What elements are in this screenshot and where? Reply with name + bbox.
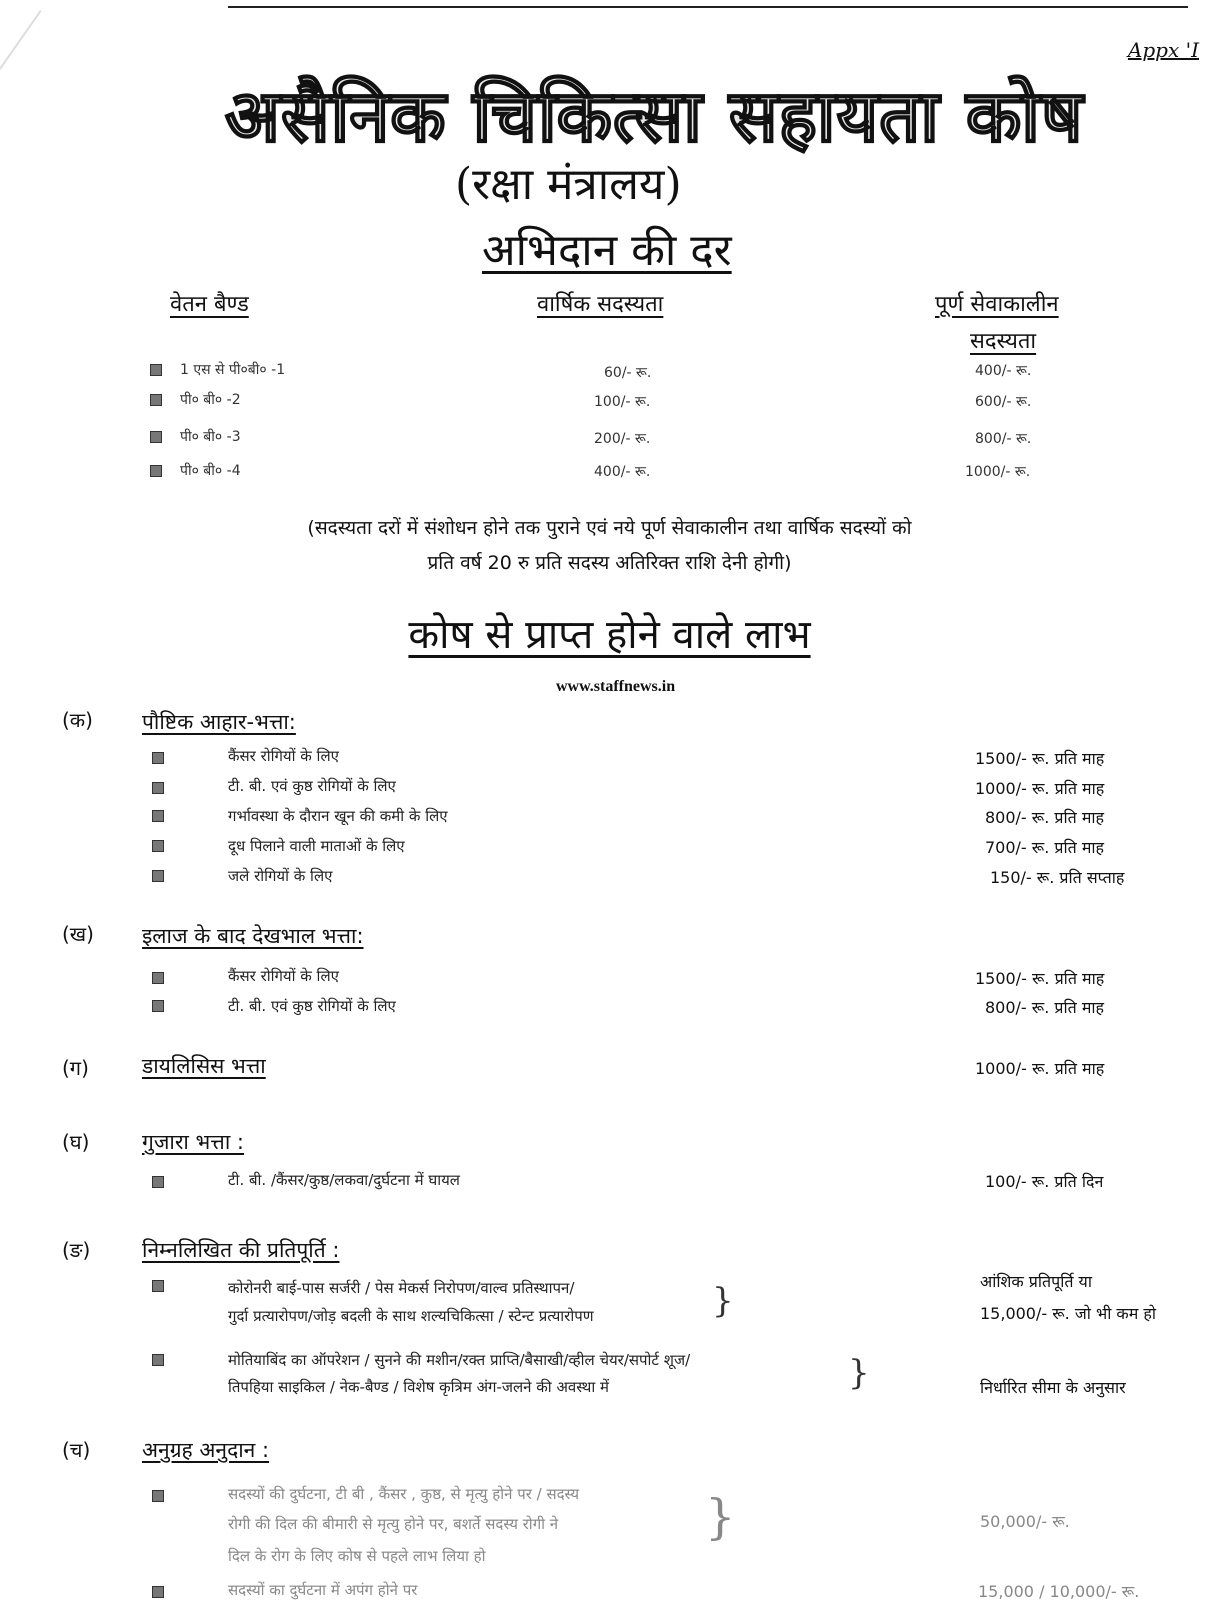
header-lifetime-2: सदस्यता <box>970 329 1037 354</box>
bullet-icon <box>152 1586 164 1598</box>
bullet-icon <box>152 972 164 984</box>
document-subtitle: (रक्षा मंत्रालय) <box>455 159 682 210</box>
section-title-nutrition: पौष्टिक आहार-भत्ता: <box>142 710 296 734</box>
item-amount: 800/- रू. प्रति माह <box>985 998 1105 1017</box>
item-amount: निर्धारित सीमा के अनुसार <box>980 1378 1126 1397</box>
section-title-reimbursement: निम्नलिखित की प्रतिपूर्ति : <box>142 1238 340 1262</box>
bullet-icon <box>150 394 162 406</box>
list-item-line: मोतियाबिंद का ऑपरेशन / सुनने की मशीन/रक्त प्राप्ति/बैसाखी/व्हील चेयर/सपोर्ट शूज/ <box>228 1351 691 1369</box>
rate-annual: 100/- रू. <box>594 394 651 410</box>
bullet-icon <box>152 1490 164 1502</box>
rate-band: पी० बी० -4 <box>180 463 241 479</box>
brace-icon: } <box>712 1281 734 1321</box>
item-amount: 1500/- रू. प्रति माह <box>975 749 1105 768</box>
item-amount: आंशिक प्रतिपूर्ति या <box>980 1272 1092 1291</box>
header-lifetime: पूर्ण सेवाकालीन <box>935 292 1059 317</box>
bullet-icon <box>150 431 162 443</box>
item-amount: 50,000/- रू. <box>980 1512 1070 1531</box>
section-title-ex-gratia: अनुग्रह अनुदान : <box>142 1438 270 1462</box>
rate-heading: अभिदान की दर <box>482 225 732 276</box>
bullet-icon <box>152 810 164 822</box>
section-letter: (घ) <box>62 1130 90 1154</box>
list-item-line: दिल के रोग के लिए कोष से पहले लाभ लिया हो <box>228 1547 486 1565</box>
rate-lifetime: 800/- रू. <box>975 431 1032 447</box>
scan-artifact-line <box>0 10 42 249</box>
bullet-icon <box>152 1000 164 1012</box>
website-watermark: www.staffnews.in <box>556 678 676 695</box>
item-amount: 700/- रू. प्रति माह <box>985 838 1105 857</box>
rate-annual: 60/- रू. <box>604 365 652 381</box>
section-title-subsistence: गुजारा भत्ता : <box>142 1130 245 1154</box>
top-border-line <box>228 6 1188 8</box>
list-item: कैंसर रोगियों के लिए <box>228 747 339 765</box>
section-letter: (ख) <box>62 922 94 946</box>
bullet-icon <box>152 840 164 852</box>
rate-lifetime: 600/- रू. <box>975 394 1032 410</box>
rate-lifetime: 400/- रू. <box>975 363 1032 379</box>
list-item: कैंसर रोगियों के लिए <box>228 967 339 985</box>
list-item: जले रोगियों के लिए <box>228 867 333 885</box>
header-annual: वार्षिक सदस्यता <box>537 292 664 317</box>
list-item-line: गुर्दा प्रत्यारोपण/जोड़ बदली के साथ शल्यचिकित्सा / स्टेन्ट प्रत्यारोपण <box>228 1307 594 1325</box>
benefits-title: कोष से प्राप्त होने वाले लाभ <box>408 612 811 658</box>
brace-icon: } <box>848 1353 870 1393</box>
rate-band: पी० बी० -2 <box>180 392 241 408</box>
header-pay-band: वेतन बैण्ड <box>170 292 249 317</box>
membership-note-line2: प्रति वर्ष 20 रु प्रति सदस्य अतिरिक्त राशि देनी होगी) <box>427 552 792 574</box>
bullet-icon <box>152 1176 164 1188</box>
item-amount: 150/- रू. प्रति सप्ताह <box>990 868 1125 887</box>
list-item-line: तिपहिया साइकिल / नेक-बैण्ड / विशेष कृत्रिम अंग-जलने की अवस्था में <box>228 1378 609 1396</box>
rate-band: पी० बी० -3 <box>180 429 241 445</box>
list-item-line: कोरोनरी बाई-पास सर्जरी / पेस मेकर्स निरोपण/वाल्व प्रतिस्थापन/ <box>228 1279 575 1297</box>
section-letter: (ग) <box>62 1056 89 1080</box>
item-amount: 1000/- रू. प्रति माह <box>975 1059 1105 1078</box>
rate-band: 1 एस से पी०बी० -1 <box>180 362 286 378</box>
item-amount: 15,000 / 10,000/- रू. <box>978 1582 1140 1601</box>
document-title: असैनिक चिकित्सा सहायता कोष <box>225 73 1084 158</box>
section-title-dialysis: डायलिसिस भत्ता <box>142 1054 266 1078</box>
item-amount: 1000/- रू. प्रति माह <box>975 779 1105 798</box>
list-item: गर्भावस्था के दौरान खून की कमी के लिए <box>228 807 448 825</box>
item-amount: 100/- रू. प्रति दिन <box>985 1172 1104 1191</box>
membership-note-line1: (सदस्यता दरों में संशोधन होने तक पुराने एवं नये पूर्ण सेवाकालीन तथा वार्षिक सदस्यों को <box>307 517 912 539</box>
item-amount: 1500/- रू. प्रति माह <box>975 969 1105 988</box>
list-item: दूध पिलाने वाली माताओं के लिए <box>228 837 405 855</box>
bullet-icon <box>152 1354 164 1366</box>
rate-lifetime: 1000/- रू. <box>965 464 1031 480</box>
brace-icon: } <box>705 1489 736 1545</box>
list-item: टी. बी. एवं कुष्ठ रोगियों के लिए <box>228 777 396 795</box>
list-item-line: सदस्यों का दुर्घटना में अपंग होने पर <box>228 1581 418 1599</box>
section-title-aftercare: इलाज के बाद देखभाल भत्ता: <box>142 924 364 948</box>
bullet-icon <box>152 782 164 794</box>
appendix-mark: Appx 'I <box>1127 38 1199 62</box>
list-item: टी. बी. एवं कुष्ठ रोगियों के लिए <box>228 997 396 1015</box>
list-item-line: रोगी की दिल की बीमारी से मृत्यु होने पर, बशर्ते सदस्य रोगी ने <box>228 1515 559 1533</box>
bullet-icon <box>152 1280 164 1292</box>
list-item: टी. बी. /कैंसर/कुष्ठ/लकवा/दुर्घटना में घायल <box>228 1171 460 1189</box>
section-letter: (च) <box>62 1438 91 1462</box>
rate-annual: 200/- रू. <box>594 431 651 447</box>
bullet-icon <box>152 870 164 882</box>
bullet-icon <box>152 752 164 764</box>
list-item-line: सदस्यों की दुर्घटना, टी बी , कैंसर , कुष्ठ, से मृत्यु होने पर / सदस्य <box>228 1485 580 1503</box>
section-letter: (क) <box>62 708 93 732</box>
bullet-icon <box>150 465 162 477</box>
item-amount: 15,000/- रू. जो भी कम हो <box>980 1304 1157 1323</box>
section-letter: (ङ) <box>62 1238 91 1262</box>
item-amount: 800/- रू. प्रति माह <box>985 808 1105 827</box>
rate-annual: 400/- रू. <box>594 464 651 480</box>
bullet-icon <box>150 364 162 376</box>
